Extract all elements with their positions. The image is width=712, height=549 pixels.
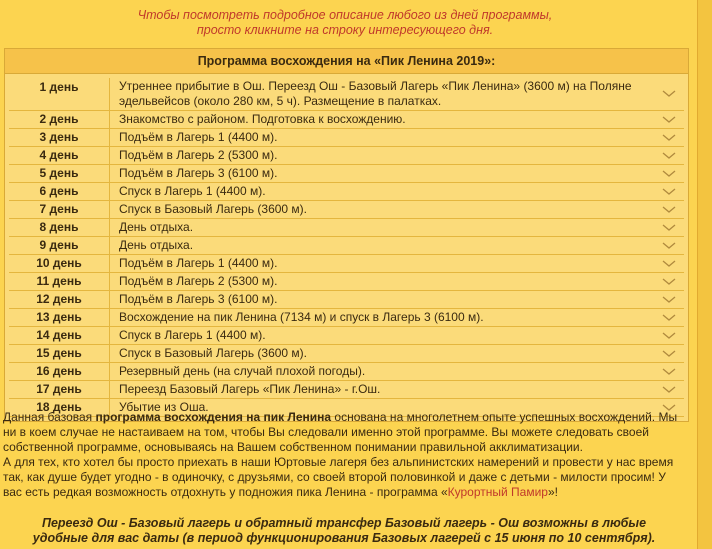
day-label: 10 день (9, 255, 110, 272)
chevron-down-icon[interactable] (654, 201, 684, 218)
description-p2-start: А для тех, кто хотел бы просто приехать в наши Юртовые лагеря без альпинистских намерений и провести у нас время так, как душе будет угодно - в одиночку, с друзьями, со своей второй половинкой и даже с детьми - милости просим! У вас есть редкая возможность отдохнуть у подножия пика Ленина - программа « (3, 455, 674, 499)
day-label: 16 день (9, 363, 110, 380)
chevron-down-icon[interactable] (654, 291, 684, 308)
chevron-down-icon[interactable] (654, 345, 684, 362)
program-row-day-16[interactable] (9, 363, 684, 381)
day-label: 14 день (9, 327, 110, 344)
day-label: 17 день (9, 381, 110, 398)
day-label: 7 день (9, 201, 110, 218)
chevron-down-icon[interactable] (654, 381, 684, 398)
description-p1-end: основана на многолетнем опыте успешных восхождений. Мы ни в коем случае не настаиваем на том, чтобы Вы следовали именно этой программе. Вы можете следовать своей собственной программе, основываясь на Вашем собственном понимании правильной акклиматизации. (3, 410, 678, 454)
kurortny-pamir-link[interactable]: Курортный Памир (447, 485, 548, 499)
chevron-down-icon[interactable] (654, 183, 684, 200)
day-description: День отдыха. (119, 238, 194, 252)
program-rows (5, 74, 688, 421)
program-row-day-17[interactable] (9, 381, 684, 399)
program-title: Программа восхождения на «Пик Ленина 2019»: (5, 49, 688, 74)
chevron-down-icon[interactable] (654, 363, 684, 380)
day-label: 4 день (9, 147, 110, 164)
chevron-down-icon[interactable] (654, 147, 684, 164)
chevron-down-icon[interactable] (654, 237, 684, 254)
day-label: 5 день (9, 165, 110, 182)
chevron-down-icon[interactable] (654, 219, 684, 236)
hint-line-2: просто кликните на строку интересующего дня. (196, 23, 494, 37)
day-label: 6 день (9, 183, 110, 200)
description-p1-start: Данная базовая (3, 410, 96, 424)
day-label: 11 день (9, 273, 110, 290)
day-label: 8 день (9, 219, 110, 236)
chevron-down-icon[interactable] (654, 78, 684, 110)
hint-line-1: Чтобы посмотреть подробное описание любого из дней программы, (137, 8, 553, 22)
day-description: Подъём в Лагерь 2 (5300 м). (119, 274, 278, 288)
transfer-note (0, 516, 688, 546)
chevron-down-icon[interactable] (654, 129, 684, 146)
transfer-note-line-1: Переезд Ош - Базовый лагерь и обратный трансфер Базовый лагерь - Ош возможны в любые (41, 516, 647, 530)
program-row-day-7[interactable] (9, 201, 684, 219)
day-label: 12 день (9, 291, 110, 308)
day-description: Восхождение на пик Ленина (7134 м) и спуск в Лагерь 3 (6100 м). (119, 310, 484, 324)
day-description: Спуск в Базовый Лагерь (3600 м). (119, 346, 308, 360)
day-description: Утреннее прибытие в Ош. Переезд Ош - Базовый Лагерь «Пик Ленина» (3600 м) на Поляне эдельвейсов (около 280 км, 5 ч). Размещение в палатках. (119, 79, 632, 108)
program-row-day-13[interactable] (9, 309, 684, 327)
chevron-down-icon[interactable] (654, 111, 684, 128)
day-description: Переезд Базовый Лагерь «Пик Ленина» - г.Ош. (119, 382, 381, 396)
day-label: 2 день (9, 111, 110, 128)
program-row-day-5[interactable] (9, 165, 684, 183)
day-label: 1 день (9, 78, 110, 110)
right-border (697, 0, 712, 549)
description-p1-bold: программа восхождения на пик Ленина (95, 410, 332, 424)
description-p2-end: »! (547, 485, 558, 499)
day-label: 9 день (9, 237, 110, 254)
day-description: Спуск в Лагерь 1 (4400 м). (119, 328, 266, 342)
program-row-day-11[interactable] (9, 273, 684, 291)
program-row-day-8[interactable] (9, 219, 684, 237)
day-label: 3 день (9, 129, 110, 146)
transfer-note-line-2: удобные для вас даты (в период функционирования Базовых лагерей с 15 июня по 10 сентября). (32, 531, 656, 545)
program-row-day-3[interactable] (9, 129, 684, 147)
day-description: Подъём в Лагерь 3 (6100 м). (119, 166, 278, 180)
hint-text (0, 8, 690, 38)
day-description: День отдыха. (119, 220, 194, 234)
day-description: Подъём в Лагерь 2 (5300 м). (119, 148, 278, 162)
day-description: Резервный день (на случай плохой погоды). (119, 364, 366, 378)
day-description: Знакомство с районом. Подготовка к восхождению. (119, 112, 406, 126)
program-row-day-4[interactable] (9, 147, 684, 165)
description-text (3, 410, 685, 500)
day-description: Подъём в Лагерь 3 (6100 м). (119, 292, 278, 306)
program-table (4, 48, 689, 422)
program-row-day-2[interactable] (9, 111, 684, 129)
program-row-day-6[interactable] (9, 183, 684, 201)
day-description: Подъём в Лагерь 1 (4400 м). (119, 130, 278, 144)
day-description: Спуск в Базовый Лагерь (3600 м). (119, 202, 308, 216)
day-label: 18 день (9, 399, 110, 416)
day-description: Подъём в Лагерь 1 (4400 м). (119, 256, 278, 270)
chevron-down-icon[interactable] (654, 273, 684, 290)
chevron-down-icon[interactable] (654, 309, 684, 326)
day-description: Спуск в Лагерь 1 (4400 м). (119, 184, 266, 198)
program-row-day-15[interactable] (9, 345, 684, 363)
day-label: 15 день (9, 345, 110, 362)
program-row-day-9[interactable] (9, 237, 684, 255)
program-row-day-12[interactable] (9, 291, 684, 309)
chevron-down-icon[interactable] (654, 255, 684, 272)
chevron-down-icon[interactable] (654, 165, 684, 182)
day-description: Убытие из Оша. (119, 400, 209, 414)
program-row-day-14[interactable] (9, 327, 684, 345)
program-row-day-1[interactable] (9, 78, 684, 111)
day-label: 13 день (9, 309, 110, 326)
program-row-day-10[interactable] (9, 255, 684, 273)
chevron-down-icon[interactable] (654, 327, 684, 344)
